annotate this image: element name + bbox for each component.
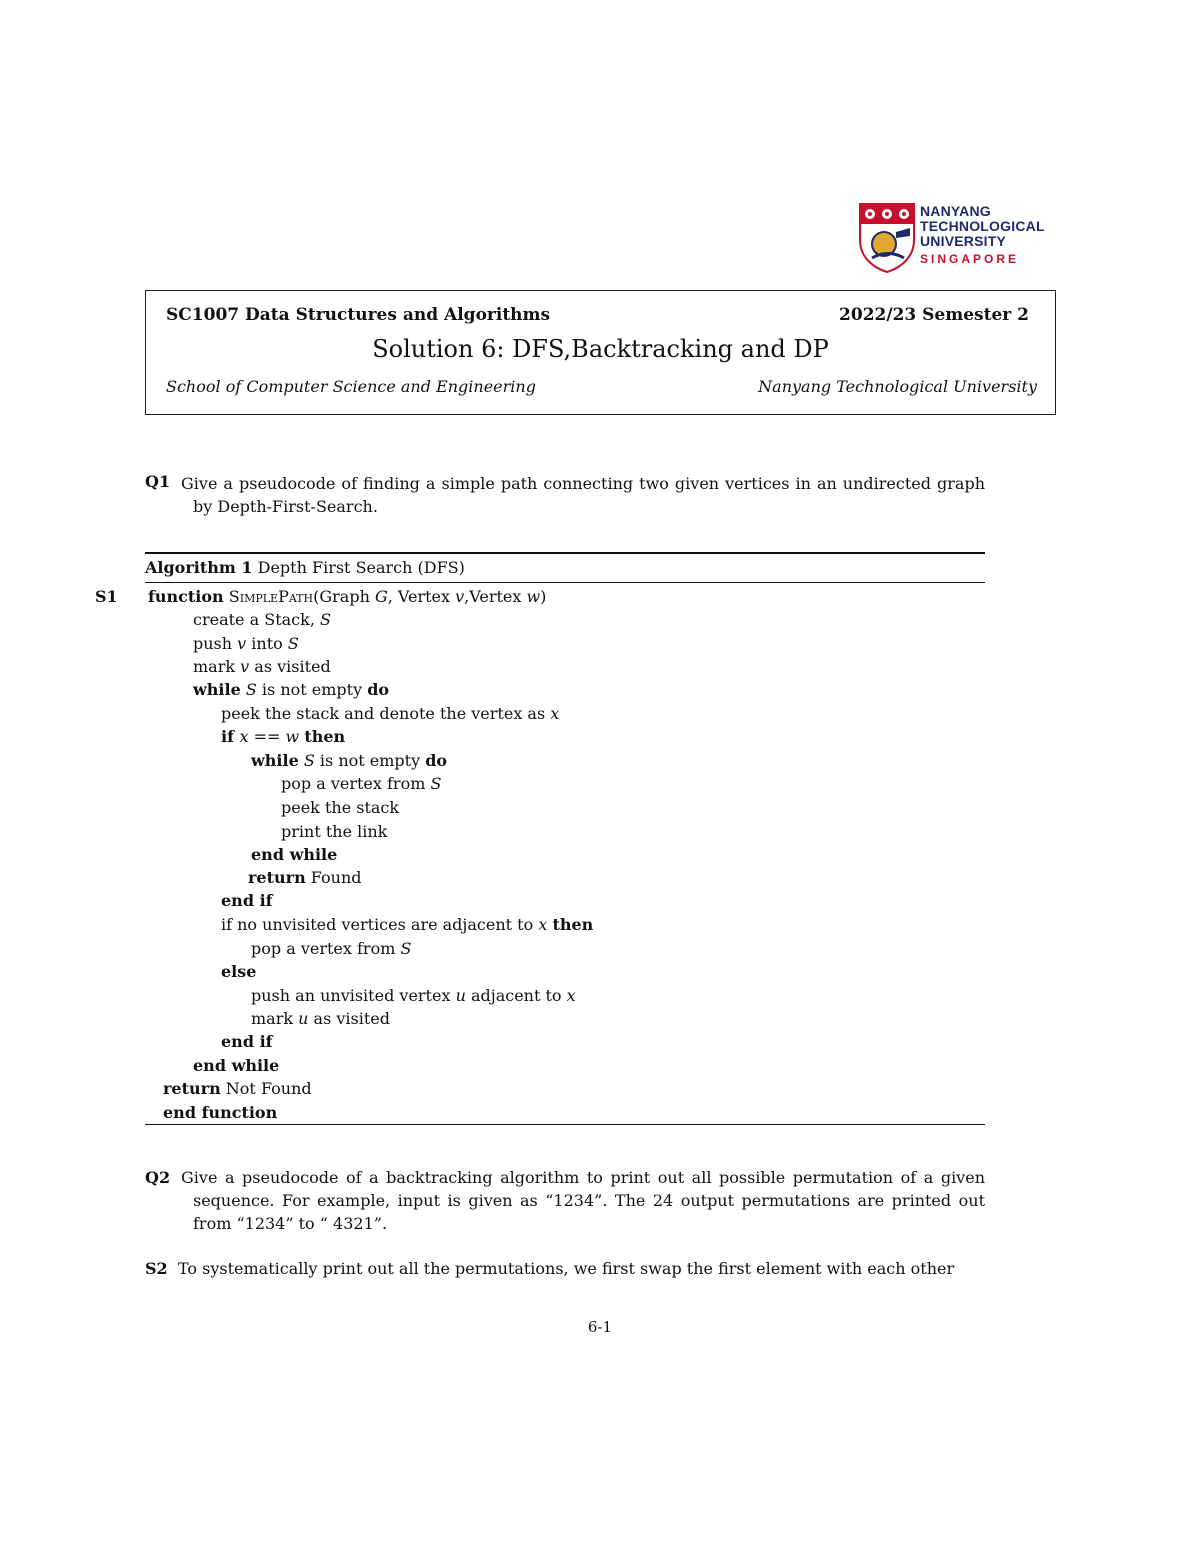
alg-text: == bbox=[248, 727, 286, 746]
alg-var: x bbox=[538, 915, 548, 934]
kw-then: then bbox=[304, 727, 346, 746]
alg-var: w bbox=[526, 587, 541, 606]
alg-line-14: end if bbox=[221, 891, 273, 910]
kw-while: while bbox=[251, 751, 299, 770]
q1-label: Q1 bbox=[145, 472, 171, 491]
alg-text: create a Stack, bbox=[193, 610, 320, 629]
q2-label: Q2 bbox=[145, 1168, 171, 1187]
alg-var: G bbox=[374, 587, 388, 606]
alg-line-19 bbox=[251, 1007, 390, 1030]
logo-line-2: TECHNOLOGICAL bbox=[920, 218, 1045, 234]
alg-var: S bbox=[303, 751, 315, 770]
alg-var: S bbox=[287, 634, 299, 653]
alg-text: if no unvisited vertices are adjacent to bbox=[221, 915, 539, 934]
logo-line-1: NANYANG bbox=[920, 203, 991, 219]
algorithm-bottom-rule bbox=[145, 1124, 985, 1125]
alg-var: S bbox=[400, 939, 412, 958]
alg-line-18 bbox=[251, 984, 576, 1007]
alg-line-12: end while bbox=[251, 845, 338, 864]
alg-line-11: print the link bbox=[281, 822, 388, 841]
alg-text: is not empty bbox=[314, 751, 426, 770]
algorithm-caption-text: Depth First Search (DFS) bbox=[257, 558, 465, 577]
kw-do: do bbox=[425, 751, 448, 770]
alg-var: S bbox=[245, 680, 257, 699]
kw-while: while bbox=[193, 680, 241, 699]
alg-text: Found bbox=[305, 868, 362, 887]
kw-function: function bbox=[148, 587, 224, 606]
alg-var: w bbox=[285, 727, 300, 746]
s1-label: S1 bbox=[95, 587, 118, 606]
alg-text: , Vertex bbox=[387, 587, 456, 606]
alg-line-23: end function bbox=[163, 1103, 278, 1122]
alg-text: peek the stack and denote the vertex as bbox=[221, 704, 551, 723]
alg-line-15 bbox=[221, 913, 593, 936]
alg-line-21: end while bbox=[193, 1056, 280, 1075]
alg-line-3 bbox=[193, 632, 299, 655]
alg-text: as visited bbox=[249, 657, 331, 676]
alg-text: ) bbox=[540, 587, 547, 606]
kw-if: if bbox=[221, 727, 240, 746]
alg-text: mark bbox=[251, 1009, 299, 1028]
kw-return: return bbox=[248, 868, 306, 887]
alg-var: u bbox=[298, 1009, 309, 1028]
alg-var: x bbox=[550, 704, 560, 723]
function-name: SimplePath bbox=[228, 587, 314, 606]
alg-line-17: else bbox=[221, 962, 257, 981]
ntu-logo bbox=[858, 202, 1058, 276]
alg-line-16 bbox=[251, 937, 411, 960]
alg-line-22 bbox=[163, 1077, 312, 1100]
alg-text: Not Found bbox=[220, 1079, 312, 1098]
alg-text: ,Vertex bbox=[464, 587, 527, 606]
alg-var: x bbox=[566, 986, 576, 1005]
page-title: Solution 6: DFS,Backtracking and DP bbox=[372, 335, 829, 363]
q2-text: Give a pseudocode of a backtracking algorithm to print out all possible permutation of a given sequence. For example, input is given as “1234”. The 24 output permutations are printed out from “1234” to “ 4321”. bbox=[181, 1168, 985, 1233]
alg-var: v bbox=[455, 587, 465, 606]
alg-line-9 bbox=[281, 772, 441, 795]
kw-return: return bbox=[163, 1079, 221, 1098]
alg-text: (Graph bbox=[313, 587, 375, 606]
alg-text: push an unvisited vertex bbox=[251, 986, 456, 1005]
ntu-crest-icon bbox=[858, 202, 916, 274]
alg-text: push bbox=[193, 634, 238, 653]
semester: 2022/23 Semester 2 bbox=[839, 305, 1029, 325]
alg-line-6 bbox=[221, 702, 559, 725]
kw-do: do bbox=[367, 680, 390, 699]
alg-line-2 bbox=[193, 608, 331, 631]
alg-var: x bbox=[239, 727, 249, 746]
course-title: SC1007 Data Structures and Algorithms bbox=[166, 305, 551, 325]
alg-var: u bbox=[455, 986, 466, 1005]
school-name: School of Computer Science and Engineering bbox=[166, 377, 536, 396]
alg-var: v bbox=[240, 657, 250, 676]
alg-text: adjacent to bbox=[465, 986, 567, 1005]
alg-var: S bbox=[319, 610, 331, 629]
alg-line-7 bbox=[221, 725, 345, 748]
algorithm-caption-label: Algorithm 1 bbox=[145, 558, 253, 577]
header-box bbox=[145, 290, 1056, 415]
q1-text: Give a pseudocode of finding a simple path connecting two given vertices in an undirected graph by Depth-First-Search. bbox=[181, 474, 985, 516]
logo-line-4: SINGAPORE bbox=[920, 252, 1020, 266]
alg-text: pop a vertex from bbox=[251, 939, 401, 958]
alg-line-5 bbox=[193, 678, 389, 701]
alg-line-13 bbox=[248, 866, 362, 889]
alg-text: as visited bbox=[308, 1009, 390, 1028]
alg-line-10: peek the stack bbox=[281, 798, 400, 817]
logo-line-3: UNIVERSITY bbox=[920, 233, 1007, 249]
algorithm-caption bbox=[145, 558, 465, 577]
alg-text: pop a vertex from bbox=[281, 774, 431, 793]
s2-text: To systematically print out all the permutations, we first swap the first element with each other bbox=[178, 1259, 955, 1278]
s2-label: S2 bbox=[145, 1259, 168, 1278]
alg-line-8 bbox=[251, 749, 447, 772]
alg-text: mark bbox=[193, 657, 241, 676]
alg-line-4 bbox=[193, 655, 331, 678]
page-number: 6-1 bbox=[587, 1318, 613, 1336]
alg-var: v bbox=[237, 634, 247, 653]
university-name: Nanyang Technological University bbox=[758, 377, 1037, 396]
alg-var: S bbox=[430, 774, 442, 793]
alg-line-1 bbox=[148, 585, 546, 608]
algorithm-top-rule bbox=[145, 552, 985, 554]
alg-line-20: end if bbox=[221, 1032, 273, 1051]
alg-text: is not empty bbox=[256, 680, 368, 699]
algorithm-mid-rule bbox=[145, 582, 985, 583]
kw-then: then bbox=[552, 915, 594, 934]
alg-text: into bbox=[246, 634, 288, 653]
logo-wordmark bbox=[920, 204, 1045, 267]
